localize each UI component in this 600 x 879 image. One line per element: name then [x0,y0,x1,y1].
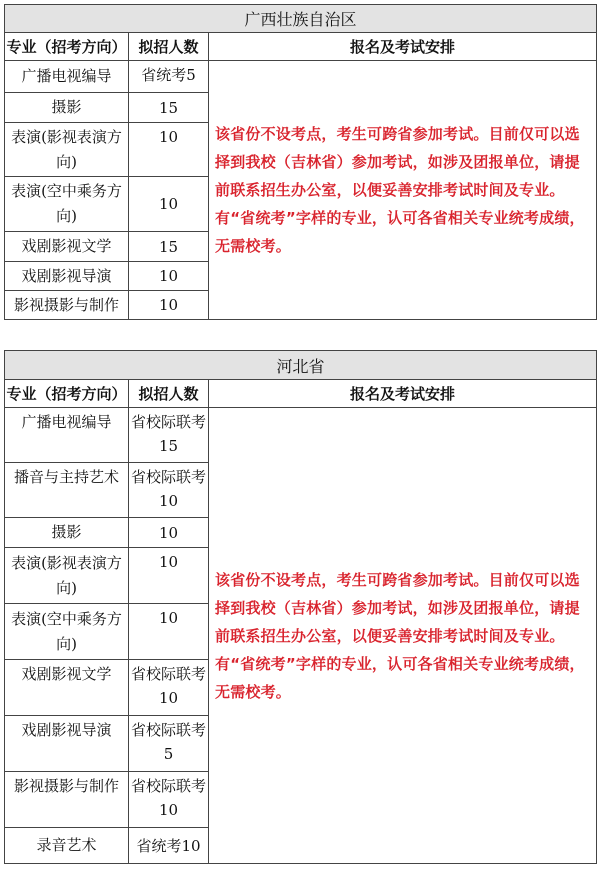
planned-count: 省统考10 [129,828,209,864]
major-name: 表演(影视表演方向) [5,548,129,604]
table-row [5,408,597,463]
major-name: 戏剧影视导演 [5,262,129,291]
major-name: 影视摄影与制作 [5,291,129,320]
major-name: 摄影 [5,518,129,548]
major-name: 广播电视编导 [5,61,129,93]
planned-count: 省校际联考15 [129,408,209,463]
header-major: 专业（招考方向） [5,380,129,408]
major-name: 表演(空中乘务方向) [5,177,129,232]
region-title: 河北省 [5,351,597,380]
planned-count: 10 [129,123,209,177]
exam-arrangement-note: 该省份不设考点，考生可跨省参加考试。目前仅可以选择到我校（吉林省）参加考试，如涉及团报单位，请提前联系招生办公室，以便妥善安排考试时间及专业。有“省统考”字样的专业，认可各省相关专业统考成绩，无需校考。 [209,61,597,320]
header-count: 拟招人数 [129,33,209,61]
header-arrangement: 报名及考试安排 [209,380,597,408]
major-name: 戏剧影视文学 [5,660,129,716]
header-count: 拟招人数 [129,380,209,408]
planned-count: 10 [129,548,209,604]
planned-count: 省校际联考10 [129,463,209,518]
major-name: 表演(影视表演方向) [5,123,129,177]
major-name: 广播电视编导 [5,408,129,463]
planned-count: 10 [129,604,209,660]
major-name: 影视摄影与制作 [5,772,129,828]
planned-count: 省校际联考5 [129,716,209,772]
planned-count: 15 [129,93,209,123]
major-name: 戏剧影视文学 [5,232,129,262]
major-name: 录音艺术 [5,828,129,864]
planned-count: 10 [129,291,209,320]
planned-count: 15 [129,232,209,262]
header-arrangement: 报名及考试安排 [209,33,597,61]
major-name: 戏剧影视导演 [5,716,129,772]
planned-count: 省校际联考10 [129,660,209,716]
admission-table-guangxi [4,4,597,320]
exam-arrangement-note: 该省份不设考点，考生可跨省参加考试。目前仅可以选择到我校（吉林省）参加考试，如涉及团报单位，请提前联系招生办公室，以便妥善安排考试时间及专业。有“省统考”字样的专业，认可各省相关专业统考成绩，无需校考。 [209,408,597,864]
major-name: 播音与主持艺术 [5,463,129,518]
planned-count: 10 [129,177,209,232]
major-name: 摄影 [5,93,129,123]
planned-count: 10 [129,518,209,548]
planned-count: 省统考5 [129,61,209,93]
major-name: 表演(空中乘务方向) [5,604,129,660]
planned-count: 10 [129,262,209,291]
header-major: 专业（招考方向） [5,33,129,61]
table-row [5,61,597,93]
admission-table-hebei [4,350,597,864]
region-title: 广西壮族自治区 [5,5,597,33]
planned-count: 省校际联考10 [129,772,209,828]
